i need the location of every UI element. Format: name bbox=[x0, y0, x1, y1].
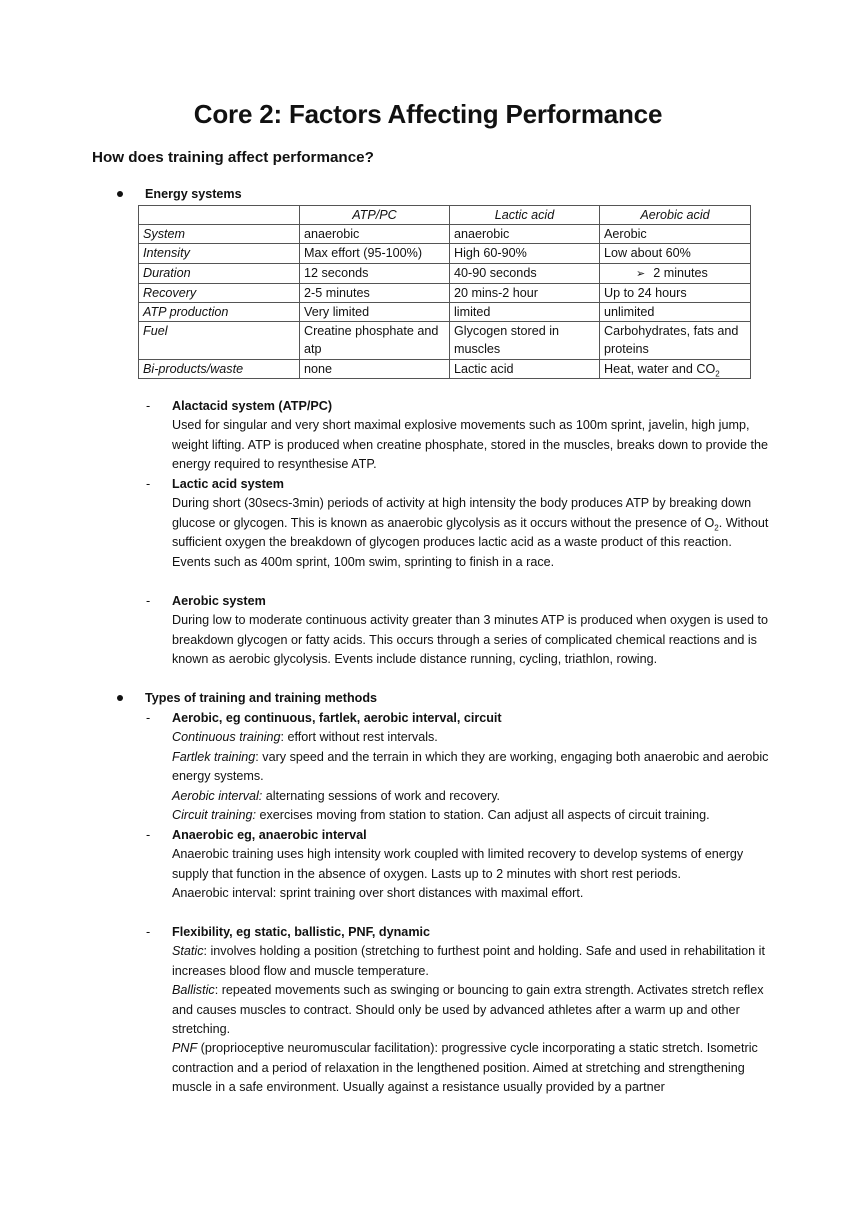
row-label: Fuel bbox=[139, 322, 300, 359]
flexibility-section bbox=[172, 923, 772, 1098]
table-cell: Glycogen stored in muscles bbox=[450, 322, 600, 359]
row-label: System bbox=[139, 225, 300, 244]
anaerobic-interval-text: Anaerobic interval: sprint training over short distances with maximal effort. bbox=[172, 886, 584, 901]
table-cell: Up to 24 hours bbox=[600, 283, 751, 302]
table-header-cell: Aerobic acid bbox=[600, 206, 751, 225]
energy-systems-heading: Energy systems bbox=[145, 187, 242, 201]
term: Aerobic interval: bbox=[172, 788, 263, 803]
lactic-heading: Lactic acid system bbox=[172, 477, 285, 491]
alactacid-section bbox=[172, 397, 772, 475]
table-cell: Lactic acid bbox=[450, 359, 600, 378]
row-label: ATP production bbox=[139, 303, 300, 322]
lactic-section bbox=[172, 475, 772, 572]
aerobic-training-heading: Aerobic, eg continuous, fartlek, aerobic interval, circuit bbox=[172, 711, 502, 725]
anaerobic-section bbox=[172, 826, 772, 904]
dash-marker: - bbox=[146, 711, 151, 725]
table-header-cell: Lactic acid bbox=[450, 206, 600, 225]
table-row bbox=[139, 263, 751, 283]
definition: vary speed and the terrain in which they are working, engaging both anaerobic and aerobic energy systems. bbox=[172, 749, 769, 784]
aerobic-text: During low to moderate continuous activity greater than 3 minutes ATP is produced when oxygen is used to breakdown glycogen or fatty acids. This occurs through a series of complicated chemical reactions and is known as aerobic glycolysis. Events include distance running, cycling, triathlon, rowing. bbox=[172, 613, 768, 667]
table-cell: High 60-90% bbox=[450, 244, 600, 263]
table-cell: unlimited bbox=[600, 303, 751, 322]
row-label: Intensity bbox=[139, 244, 300, 263]
training-heading: Types of training and training methods bbox=[145, 691, 378, 705]
section-question: How does training affect performance? bbox=[92, 149, 374, 166]
table-cell: Low about 60% bbox=[600, 244, 751, 263]
subscript: 2 bbox=[715, 369, 720, 379]
waste-value: Heat, water and CO bbox=[604, 361, 716, 376]
separator: : bbox=[255, 749, 259, 764]
table-header-row bbox=[139, 206, 751, 225]
term: Static bbox=[172, 944, 204, 959]
table-cell: Max effort (95-100%) bbox=[300, 244, 450, 263]
term: Continuous training bbox=[172, 730, 281, 745]
list-item bbox=[172, 728, 772, 747]
definition: : repeated movements such as swinging or bouncing to gain extra strength. Activates stretch reflex and causes muscles to contract. Should only be used by advanced athletes after a warm up and other stretching. bbox=[172, 983, 764, 1037]
table-cell: none bbox=[300, 359, 450, 378]
row-label: Duration bbox=[139, 263, 300, 283]
table-cell: anaerobic bbox=[450, 225, 600, 244]
table-header-cell: ATP/PC bbox=[300, 206, 450, 225]
alactacid-text: Used for singular and very short maximal explosive movements such as 100m sprint, javelin, high jump, weight lifting. ATP is produced when creatine phosphate, stored in the muscles, breaks down to provide the energy required to resynthesise ATP. bbox=[172, 418, 768, 472]
list-item bbox=[172, 942, 772, 981]
list-item bbox=[172, 787, 772, 806]
definition: alternating sessions of work and recovery. bbox=[262, 788, 501, 803]
arrow-bullet-icon: ➢ bbox=[636, 267, 646, 280]
term: Ballistic bbox=[172, 983, 215, 998]
aerobic-section bbox=[172, 592, 772, 670]
bullet-dot bbox=[117, 695, 123, 701]
dash-marker: - bbox=[146, 925, 151, 939]
list-item bbox=[172, 806, 772, 825]
table-row bbox=[139, 322, 751, 359]
table-cell: 40-90 seconds bbox=[450, 263, 600, 283]
aerobic-heading: Aerobic system bbox=[172, 594, 266, 608]
term: PNF bbox=[172, 1041, 198, 1056]
table-cell: 12 seconds bbox=[300, 263, 450, 283]
dash-marker: - bbox=[146, 828, 151, 842]
table-cell: 20 mins-2 hour bbox=[450, 283, 600, 302]
table-cell bbox=[600, 359, 751, 378]
table-header-cell bbox=[139, 206, 300, 225]
lactic-text-a: During short (30secs-3min) periods of activity at high intensity the body produces ATP by breaking down glucose or glycogen. This is known as anaerobic glycolysis as it occurs without the presence of O bbox=[172, 496, 752, 530]
dash-marker: - bbox=[146, 594, 151, 608]
bullet-dot bbox=[117, 191, 123, 197]
energy-systems-table bbox=[138, 205, 751, 379]
separator: : bbox=[280, 730, 285, 745]
definition: : involves holding a position (stretching to furthest point and holding. Safe and used in rehabilitation it increases blood flow and muscle temperature. bbox=[172, 944, 765, 978]
anaerobic-heading: Anaerobic eg, anaerobic interval bbox=[172, 828, 367, 842]
table-row bbox=[139, 283, 751, 302]
dash-marker: - bbox=[146, 477, 151, 491]
anaerobic-text: Anaerobic training uses high intensity work coupled with limited recovery to develop systems of energy supply that function in the absence of oxygen. Lasts up to 2 minutes with short rest periods. bbox=[172, 847, 744, 881]
table-row bbox=[139, 244, 751, 263]
row-label: Recovery bbox=[139, 283, 300, 302]
page-title: Core 2: Factors Affecting Performance bbox=[193, 99, 663, 129]
table-row bbox=[139, 359, 751, 378]
lactic-text bbox=[172, 494, 772, 572]
flexibility-heading: Flexibility, eg static, ballistic, PNF, dynamic bbox=[172, 925, 431, 939]
table-row bbox=[139, 303, 751, 322]
table-cell: Aerobic bbox=[600, 225, 751, 244]
definition: exercises moving from station to station. Can adjust all aspects of circuit training. bbox=[256, 808, 710, 823]
term: Fartlek training bbox=[172, 749, 256, 764]
duration-value: 2 minutes bbox=[653, 265, 708, 280]
aerobic-training-section bbox=[172, 709, 772, 825]
table-cell: limited bbox=[450, 303, 600, 322]
table-cell: Creatine phosphate and atp bbox=[300, 322, 450, 359]
list-item bbox=[172, 1039, 772, 1097]
alactacid-heading: Alactacid system (ATP/PC) bbox=[172, 399, 333, 413]
table-cell: Very limited bbox=[300, 303, 450, 322]
term: Circuit training: bbox=[172, 808, 256, 823]
dash-marker: - bbox=[146, 399, 151, 413]
subscript: 2 bbox=[714, 523, 719, 533]
table-row bbox=[139, 225, 751, 244]
lactic-text-b: . Without sufficient oxygen the breakdown of glycogen produces lactic acid as a waste product of this reaction. Events such as 400m sprint, 100m swim, sprinting to finish in a race. bbox=[172, 515, 769, 569]
table-cell: 2-5 minutes bbox=[300, 283, 450, 302]
definition: (proprioceptive neuromuscular facilitation): progressive cycle incorporating a static stretch. Isometric contraction and a period of relaxation in the lengthened position. Aimed at stretching and strengthening muscle in a safe environment. Usually against a resistance usually provided by a partner bbox=[172, 1041, 758, 1095]
row-label: Bi-products/waste bbox=[139, 359, 300, 378]
list-item bbox=[172, 981, 772, 1039]
table-cell bbox=[600, 263, 751, 283]
table-cell: Carbohydrates, fats and proteins bbox=[600, 322, 751, 359]
definition: effort without rest intervals. bbox=[284, 730, 438, 745]
list-item bbox=[172, 748, 772, 787]
table-cell: anaerobic bbox=[300, 225, 450, 244]
